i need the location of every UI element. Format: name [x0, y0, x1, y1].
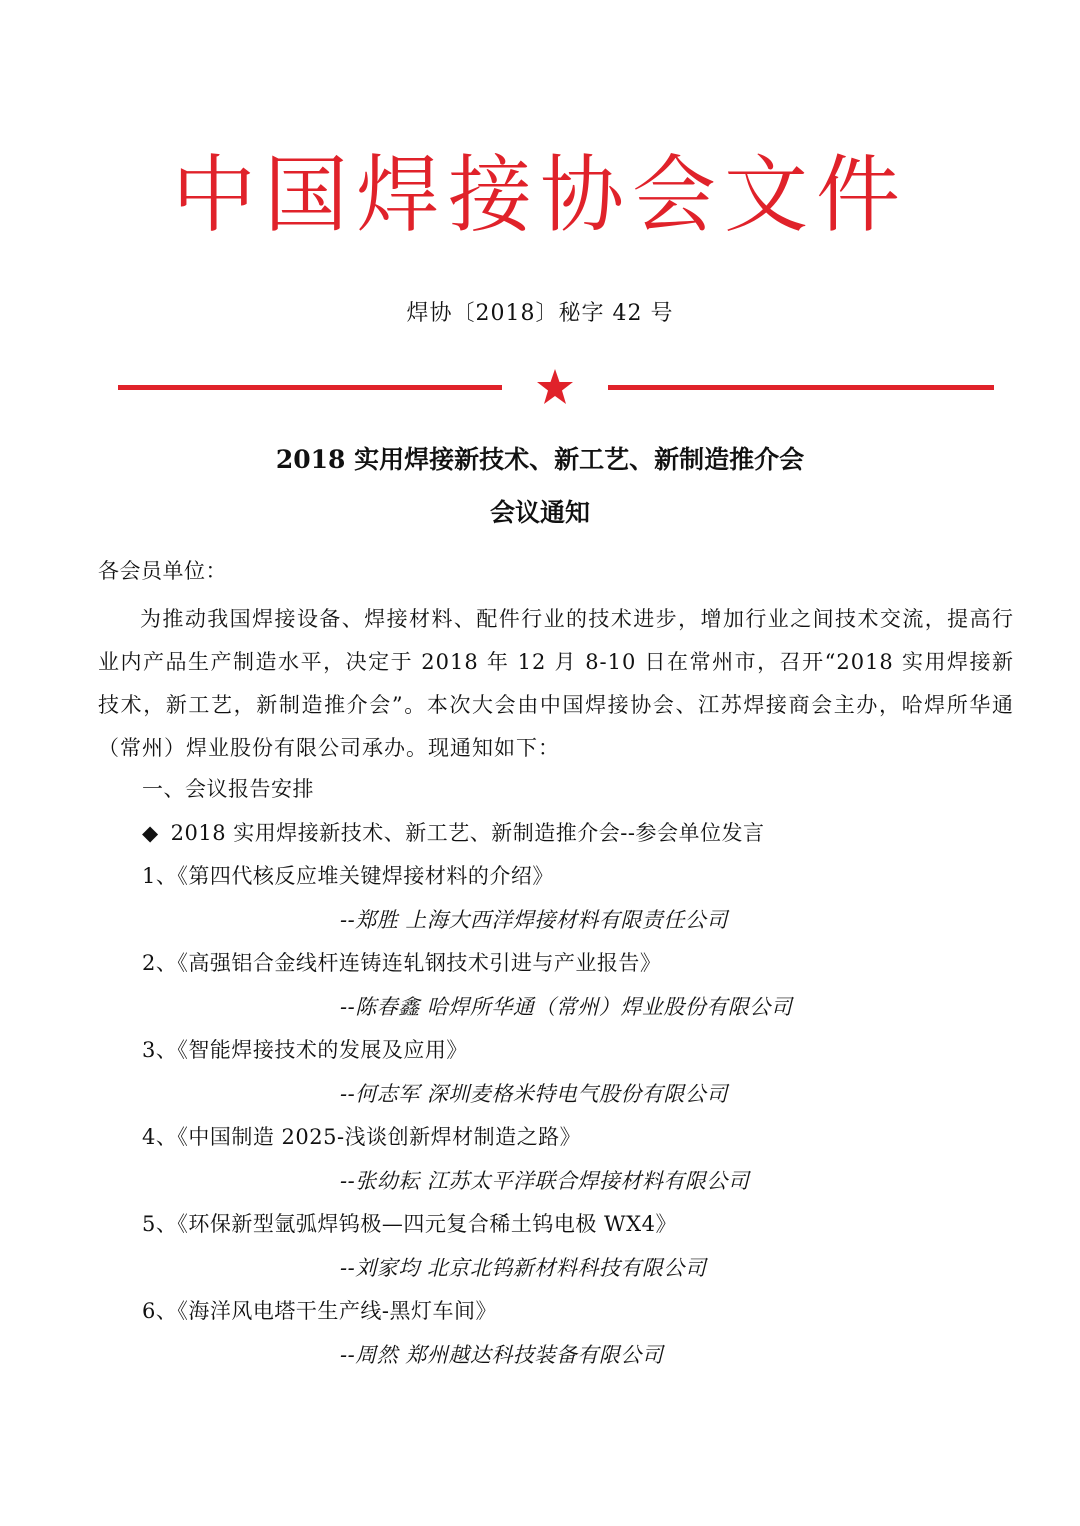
divider-right [608, 385, 994, 390]
report-number: 3、 [142, 1038, 178, 1062]
report-speaker: --周然 郑州越达科技装备有限公司 [340, 1343, 664, 1367]
report-title: 《中国制造 2025-浅谈创新焊材制造之路》 [177, 1125, 582, 1149]
report-speaker: --陈春鑫 哈焊所华通（常州）焊业股份有限公司 [340, 995, 793, 1019]
body-paragraph: 为推动我国焊接设备、焊接材料、配件行业的技术进步，增加行业之间技术交流，提高行业内产品生产制造水平，决定于 2018 年 12 月 8-10 日在常州市，召开“2018 实用焊接新技术，新工艺，新制造推介会”。本次大会由中国焊接协会、江苏焊接商会主办，哈焊所华通（常州）焊业股份有限公司承办。现通知如下： [98, 607, 1014, 760]
report-title: 《海洋风电塔干生产线-黑灯车间》 [177, 1299, 497, 1323]
report-item [142, 1035, 468, 1065]
report-title: 《第四代核反应堆关键焊接材料的介绍》 [177, 864, 554, 888]
report-speaker: --何志军 深圳麦格米特电气股份有限公司 [340, 1082, 728, 1106]
report-speaker: --张幼耘 江苏太平洋联合焊接材料有限公司 [340, 1169, 750, 1193]
notice-title: 2018 实用焊接新技术、新工艺、新制造推介会 [275, 445, 805, 474]
notice-subtitle: 会议通知 [489, 498, 590, 527]
report-title: 《智能焊接技术的发展及应用》 [177, 1038, 468, 1062]
report-item [142, 948, 661, 978]
diamond-icon: ◆ [142, 821, 159, 845]
bullet-text: 2018 实用焊接新技术、新工艺、新制造推介会--参会单位发言 [170, 821, 765, 845]
salutation: 各会员单位： [98, 559, 227, 583]
report-item [142, 1209, 677, 1239]
report-title: 《环保新型氩弧焊钨极—四元复合稀土钨电极 WX4》 [177, 1212, 677, 1236]
report-item [142, 1296, 497, 1326]
report-speaker: --郑胜 上海大西洋焊接材料有限责任公司 [340, 908, 728, 932]
bullet-line [142, 818, 764, 848]
document-number: 焊协〔2018〕秘字 42 号 [406, 301, 674, 326]
section-heading: 一、会议报告安排 [142, 777, 314, 801]
document-header-title: 中国焊接协会文件 [171, 146, 908, 244]
report-number: 4、 [142, 1125, 178, 1149]
report-item [142, 861, 554, 891]
report-number: 6、 [142, 1299, 178, 1323]
report-title: 《高强铝合金线杆连铸连轧钢技术引进与产业报告》 [177, 951, 662, 975]
report-speaker: --刘家均 北京北钨新材料科技有限公司 [340, 1256, 707, 1280]
divider-left [118, 385, 502, 390]
report-number: 5、 [142, 1212, 178, 1236]
report-number: 1、 [142, 864, 178, 888]
report-number: 2、 [142, 951, 178, 975]
report-item [142, 1122, 581, 1152]
star-icon [535, 367, 575, 407]
